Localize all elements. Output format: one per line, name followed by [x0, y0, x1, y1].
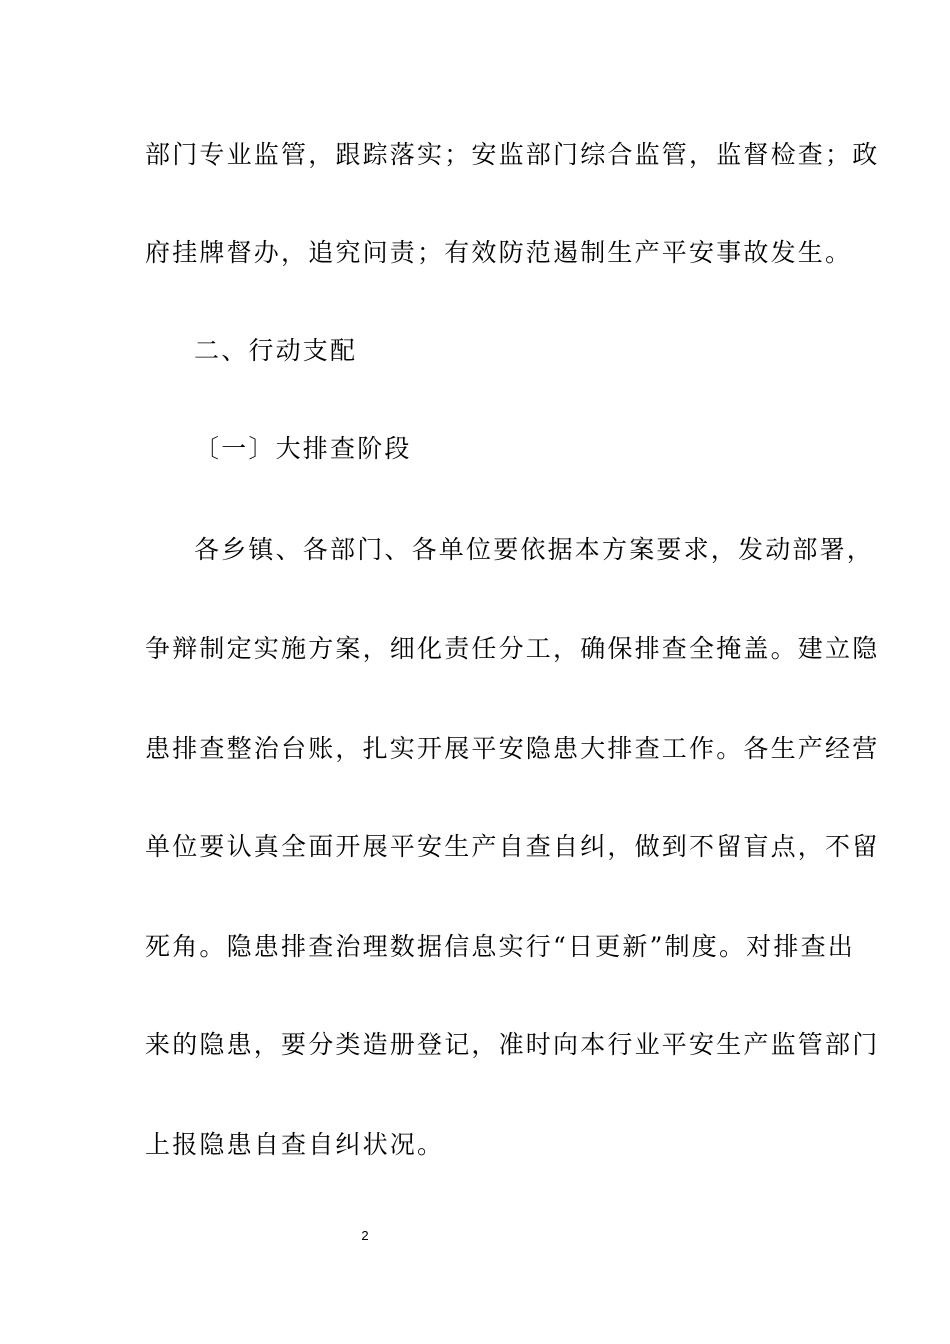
subsection-heading: 〔一〕大排查阶段 — [194, 434, 412, 463]
paragraph-line-6: 争辩制定实施方案，细化责任分工，确保排查全掩盖。建立隐 — [145, 634, 880, 663]
paragraph-line-10: 来的隐患，要分类造册登记，准时向本行业平安生产监管部门 — [145, 1030, 880, 1059]
paragraph-line-11: 上报隐患自查自纠状况。 — [145, 1130, 445, 1159]
paragraph-line-8: 单位要认真全面开展平安生产自查自纠，做到不留盲点，不留 — [145, 832, 880, 861]
paragraph-line-7: 患排查整治台账，扎实开展平安隐患大排查工作。各生产经营 — [145, 734, 880, 763]
paragraph-line-9: 死角。隐患排查治理数据信息实行“日更新”制度。对排查出 — [145, 932, 855, 961]
page-number: 2 — [361, 1228, 369, 1243]
paragraph-line-5: 各乡镇、各部门、各单位要依据本方案要求，发动部署， — [194, 535, 875, 564]
section-heading: 二、行动支配 — [194, 336, 358, 365]
paragraph-line-1: 部门专业监管，跟踪落实；安监部门综合监管，监督检查；政 — [145, 140, 880, 169]
paragraph-line-2: 府挂牌督办，追究问责；有效防范遏制生产平安事故发生。 — [145, 238, 853, 267]
